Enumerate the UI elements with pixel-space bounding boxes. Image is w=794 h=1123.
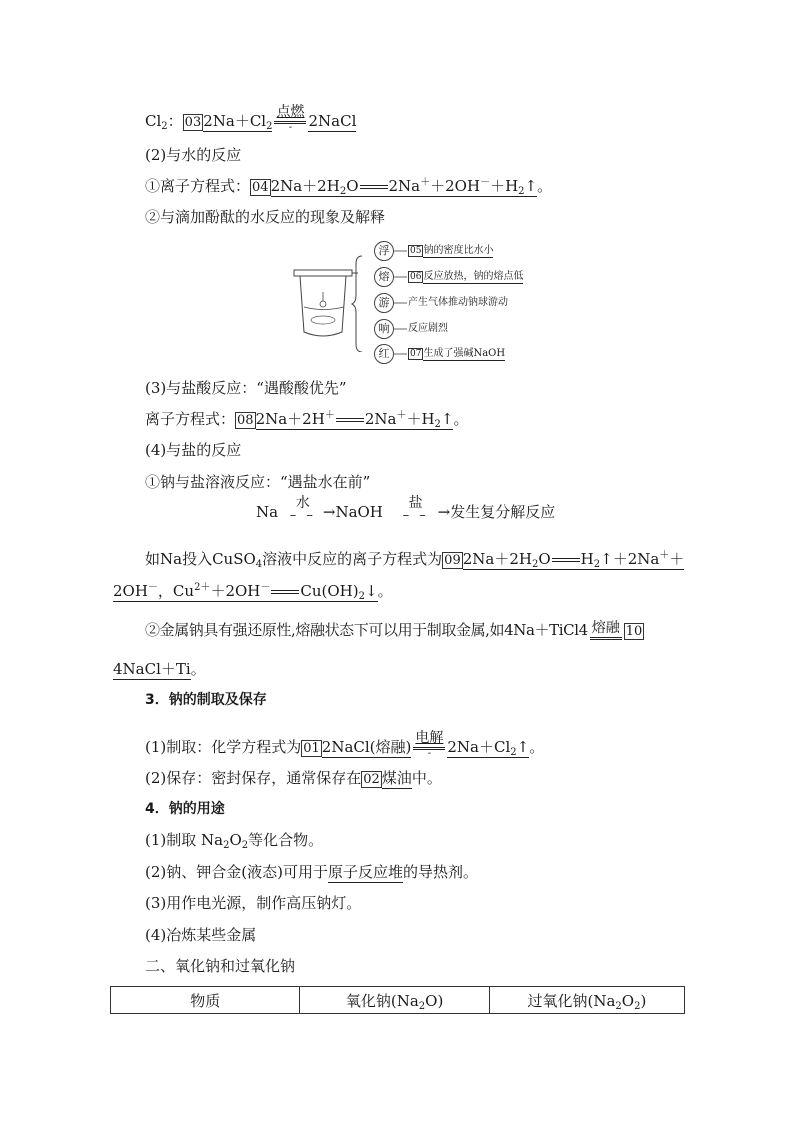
equal-sign (360, 185, 388, 189)
header-na2o2: 过氧化钠$(Na_2O_2)$ (489, 987, 684, 1014)
use-4: (4)冶炼某些金属 (145, 926, 257, 944)
section-2-heading: 二、氧化钠和过氧化钠 (145, 957, 296, 975)
answer-number: 02 (363, 772, 380, 787)
swim-char: 游 (374, 293, 394, 313)
cl2-rhs: 2NaCl (308, 112, 357, 130)
sound-char: 响 (374, 319, 394, 339)
section-water-title: (2)与水的反应 (145, 146, 242, 164)
section-acid-title: (3)与盐酸反应：“遇酸酸优先” (145, 379, 347, 397)
answer-number: 08 (237, 413, 254, 428)
header-substance: 物质 (111, 987, 300, 1014)
answer-number: 01 (303, 741, 320, 756)
water-arrow: 水 – – (289, 495, 316, 523)
cuso4-line-2: 2OH－，$Cu^{2+}+2OH^-$ $Cu(OH)_2↓$。 (113, 582, 393, 602)
answer-number: 04 (252, 180, 269, 195)
metal-line-1: ②金属钠具有强还原性,熔融状态下可以用于制取金属,如4Na＋TiCl4 熔融 10 (145, 620, 643, 639)
acid-equation-line: 离子方程式： 08 2Na＋2H＋ $2Na^++H_2↑$。 (145, 410, 469, 430)
comparison-table (110, 986, 685, 1014)
ionic-equation-line: ①离子方程式： 04 $2Na+2H_2O$ $2Na^++2OH^-+H_2↑$。 (145, 177, 553, 197)
explanation-melt: 06 反应放热，钠的熔点低 (410, 271, 524, 282)
answer-number: 03 (184, 115, 202, 130)
use-3: (3)用作电光源，制作高压钠灯。 (145, 894, 362, 912)
metal-line-2: 4NaCl＋Ti。 (113, 660, 206, 678)
explanation-red: 07 生成了强碱NaOH (410, 348, 506, 359)
salt-solution-line: ①钠与盐溶液反应：“遇盐水在前” (145, 473, 371, 491)
float-char: 浮 (374, 241, 394, 261)
equal-sign (336, 418, 364, 422)
section-salt-title: (4)与盐的反应 (145, 441, 242, 459)
use-1: (1)制取 $Na_2O_2$等化合物。 (145, 831, 324, 851)
ionic-equation: $2Na+2H_2O$ $2Na^++2OH^-+H_2↑$ (270, 177, 538, 197)
reaction-condition: 点燃 - (276, 104, 305, 133)
cl2-lhs: $2Na+Cl_2$ (203, 112, 273, 132)
melt-char: 熔 (374, 267, 394, 287)
phenolphthalein-title: ②与滴加酚酞的水反应的现象及解释 (145, 208, 386, 226)
storage-line: (2)保存：密封保存，通常保存在 02 煤油中。 (145, 769, 442, 787)
reaction-condition: 电解 - (415, 730, 444, 759)
equal-sign (271, 590, 299, 594)
preparation-line: (1)制取：化学方程式为 01 2NaCl(熔融) 电解 - $2Na+Cl_2↑$。 (145, 730, 545, 759)
beaker-icon (290, 252, 370, 352)
cuso4-line-1: 如Na投入CuSO$_4$溶液中反应的离子方程式为 09 $2Na+2H_2O$ $H_2↑+2Na^++$ (145, 550, 685, 570)
red-char: 红 (374, 344, 394, 364)
section-4-title: 4．钠的用途 (145, 801, 225, 817)
explanation-swim: 产生气体推动钠球游动 (408, 297, 508, 308)
use-2: (2)钠、钾合金(液态)可用于原子反应堆的导热剂。 (145, 863, 478, 881)
section-3-title: 3．钠的制取及保存 (145, 692, 267, 708)
table-row (111, 987, 685, 1014)
explanation-float: 05 钠的密度比水小 (410, 245, 494, 256)
acid-equation: 2Na＋2H＋ $2Na^++H_2↑$ (255, 410, 454, 430)
answer-number: 09 (444, 553, 461, 568)
cl2-equation-line: $Cl_2$： 03 $2Na+Cl_2$ 点燃 - 2NaCl (145, 104, 357, 133)
header-na2o: 氧化钠$(Na_2O)$ (300, 987, 489, 1014)
reaction-condition: 熔融 (590, 620, 622, 640)
reaction-flow: Na 水 – – →NaOH 盐 – – →发生复分解反应 (256, 495, 556, 523)
answer-number: 10 (625, 624, 643, 639)
salt-arrow: 盐 – – (402, 495, 429, 523)
phenomena-diagram (290, 240, 524, 365)
explanation-sound: 反应剧烈 (408, 323, 448, 334)
equal-sign (552, 558, 580, 562)
